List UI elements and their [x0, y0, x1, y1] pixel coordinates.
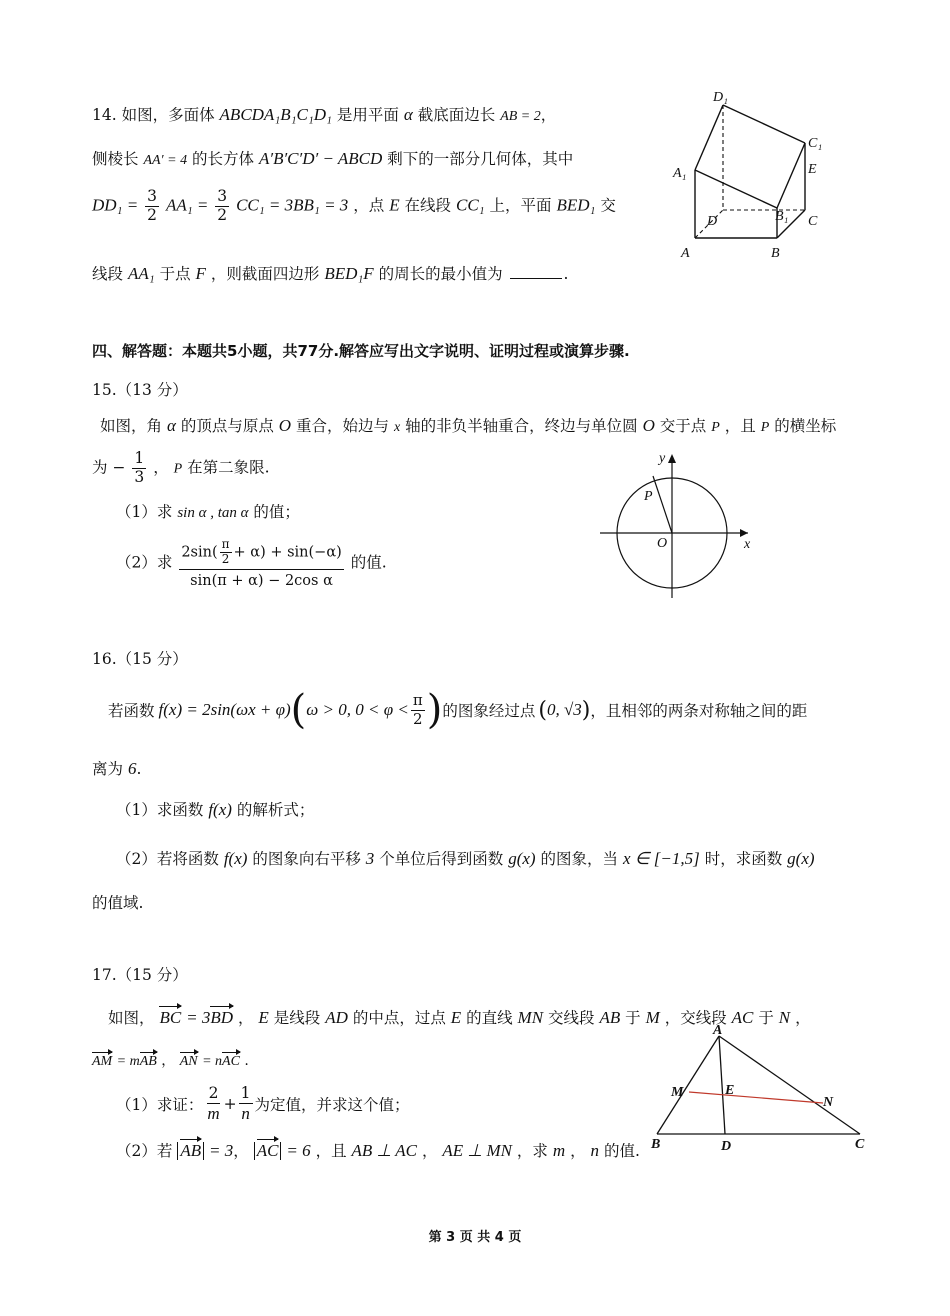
q16-subquestion-2-tail: 的值域. [92, 894, 144, 912]
label-c: C [855, 1137, 865, 1152]
section-4-heading: 四、解答题：本题共5小题，共77分.解答应写出文字说明、证明过程或演算步骤. [92, 342, 630, 360]
answer-blank[interactable] [510, 278, 562, 279]
label-b: B [771, 246, 780, 261]
label-d: D [721, 1139, 732, 1154]
label-e: E [808, 162, 817, 177]
q17-para1: 如图， BC = 3BD ， E 是线段 AD 的中点，过点 E 的直线 MN 交线段 AB 于 M ，交线段 AC 于 N ， [108, 1008, 811, 1027]
q16-header: 16.（15 分） [92, 650, 188, 668]
q17-para2: AM = mAB ， AN = nAC . [92, 1053, 249, 1069]
fraction-1-3: $\frac{1}{3}$ [134, 449, 145, 486]
q16-para1: 若函数 f(x) = 2sin(ωx + φ) ( ω > 0, 0 < φ < $\frac{\pi}{2}$ ) 的图象经过点 ( 0, √3 ) ，且相邻的两条对称轴之间的距 [108, 687, 808, 733]
label-b: B [651, 1137, 661, 1152]
label-d: D [707, 214, 718, 229]
label-c: C [808, 214, 818, 229]
q14-polyhedron-figure [665, 85, 845, 270]
label-c1: C₁ [808, 136, 823, 151]
q15-subquestion-2: （2）求 2sin( $\frac{\pi}{2}$ + α) + sin(−α) sin(π + α) − 2cos α 的值. [116, 537, 387, 589]
page-footer: 第 3 页 共 4 页 [428, 1230, 522, 1245]
label-a1: A₁ [673, 166, 687, 181]
label-p: P [644, 489, 653, 504]
q16-para2: 离为 6. [92, 759, 142, 778]
fraction-3-2: $\frac{3}{2}$ [147, 187, 157, 224]
q17-subquestion-2: （2）若 AB = 3， AC = 6 ，且 AB ⊥ AC ， AE ⊥ MN ，求 m ， n 的值. [116, 1141, 640, 1160]
q15-expression: 2sin( $\frac{\pi}{2}$ + α) + sin(−α) sin(π + α) − 2cos α [181, 537, 342, 589]
q17-header: 17.（15 分） [92, 966, 188, 984]
q16-subquestion-2: （2）若将函数 f(x) 的图象向右平移 3 个单位后得到函数 g(x) 的图象，当 x ∈ [−1,5] 时，求函数 g(x) [116, 849, 815, 868]
q14-line1: 14. 如图，多面体 ABCDA₁B₁C₁D₁ 是用平面 α 截底面边长 AB = 2， [92, 105, 557, 124]
label-y-axis: y [659, 451, 666, 466]
label-n: N [823, 1095, 834, 1110]
q17-triangle-figure [645, 1024, 875, 1154]
q15-unit-circle-figure [598, 448, 768, 603]
label-a: A [713, 1024, 723, 1038]
label-a: A [681, 246, 690, 261]
q14-line4: 线段 AA₁ 于点 F ，则截面四边形 BED₁F 的周长的最小值为 . [92, 264, 569, 283]
label-o: O [657, 536, 668, 551]
q14-number: 14. [92, 106, 117, 124]
q14-solid-name: ABCDA₁B₁C₁D₁ [219, 105, 332, 124]
q14-box-name: A′B′C′D′ − ABCD [258, 149, 383, 168]
q15-para2: 为 − $\frac{1}{3}$ ， P 在第二象限. [92, 449, 270, 486]
label-x-axis: x [744, 537, 751, 552]
q14-line3: DD₁ = $\frac{3}{2}$ AA₁ = $\frac{3}{2}$ CC₁ = 3BB₁ = 3 ，点 E 在线段 CC₁ 上，平面 BED₁ 交 [92, 187, 616, 224]
fraction-3-2: $\frac{3}{2}$ [217, 187, 228, 224]
q15-para1: 如图，角 α 的顶点与原点 O 重合，始边与 x 轴的非负半轴重合，终边与单位圆 O 交于点 P ，且 P 的横坐标 [100, 416, 837, 435]
q15-header: 15.（13 分） [92, 381, 188, 399]
q14-line2: 侧棱长 AA′ = 4 的长方体 A′B′C′D′ − ABCD 剩下的一部分几何体，其中 [92, 149, 574, 168]
label-e: E [725, 1083, 735, 1098]
label-b1: B₁ [775, 209, 789, 224]
q16-subquestion-1: （1）求函数 f(x) 的解析式； [116, 800, 315, 819]
q17-subquestion-1: （1）求证： $\frac{2}{m}$ + $\frac{1}{n}$ 为定值，并求这个值； [116, 1083, 410, 1123]
q16-function: f(x) = 2sin(ωx + φ) [158, 700, 291, 719]
label-d1: D₁ [713, 90, 728, 105]
label-m: M [671, 1085, 684, 1100]
q15-subquestion-1: （1）求 sin α , tan α 的值； [116, 503, 300, 521]
